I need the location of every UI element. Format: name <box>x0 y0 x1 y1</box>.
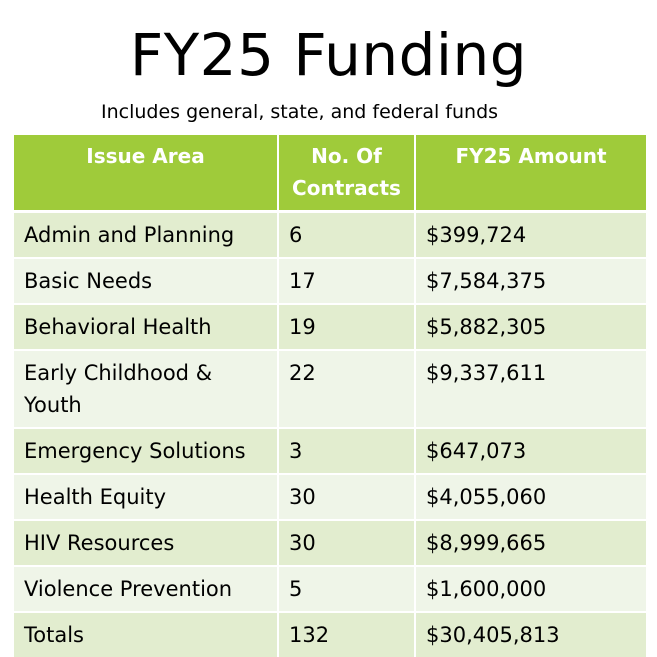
issue-area-cell: Health Equity <box>14 474 278 520</box>
page-title: FY25 Funding <box>129 21 528 89</box>
issue-area-cell: Behavioral Health <box>14 304 278 350</box>
page-subtitle: Includes general, state, and federal funds <box>101 101 499 123</box>
contracts-cell: 5 <box>278 566 415 612</box>
amount-cell: $8,999,665 <box>415 520 646 566</box>
column-header-issue-area: Issue Area <box>14 135 278 212</box>
column-header-amount: FY25 Amount <box>415 135 646 212</box>
issue-area-cell: Early Childhood & Youth <box>14 350 278 428</box>
contracts-cell: 19 <box>278 304 415 350</box>
totals-row <box>14 612 646 657</box>
issue-area-cell: Basic Needs <box>14 258 278 304</box>
table-row <box>14 474 646 520</box>
amount-cell: $399,724 <box>415 212 646 259</box>
contracts-cell: 30 <box>278 520 415 566</box>
table-row <box>14 428 646 474</box>
table-row <box>14 304 646 350</box>
totals-contracts-cell: 132 <box>278 612 415 657</box>
issue-area-cell: HIV Resources <box>14 520 278 566</box>
amount-cell: $1,600,000 <box>415 566 646 612</box>
amount-cell: $5,882,305 <box>415 304 646 350</box>
amount-cell: $4,055,060 <box>415 474 646 520</box>
contracts-cell: 3 <box>278 428 415 474</box>
funding-table <box>14 135 646 657</box>
issue-area-cell: Emergency Solutions <box>14 428 278 474</box>
table-row <box>14 566 646 612</box>
amount-cell: $7,584,375 <box>415 258 646 304</box>
contracts-cell: 30 <box>278 474 415 520</box>
amount-cell: $9,337,611 <box>415 350 646 428</box>
table-row <box>14 520 646 566</box>
contracts-cell: 22 <box>278 350 415 428</box>
issue-area-cell: Violence Prevention <box>14 566 278 612</box>
table-row <box>14 212 646 259</box>
issue-area-cell: Admin and Planning <box>14 212 278 259</box>
column-header-contracts: No. Of Contracts <box>278 135 415 212</box>
totals-amount-cell: $30,405,813 <box>415 612 646 657</box>
contracts-cell: 17 <box>278 258 415 304</box>
totals-label-cell: Totals <box>14 612 278 657</box>
contracts-cell: 6 <box>278 212 415 259</box>
amount-cell: $647,073 <box>415 428 646 474</box>
table-row <box>14 258 646 304</box>
table-row <box>14 350 646 428</box>
table-header-row <box>14 135 646 212</box>
